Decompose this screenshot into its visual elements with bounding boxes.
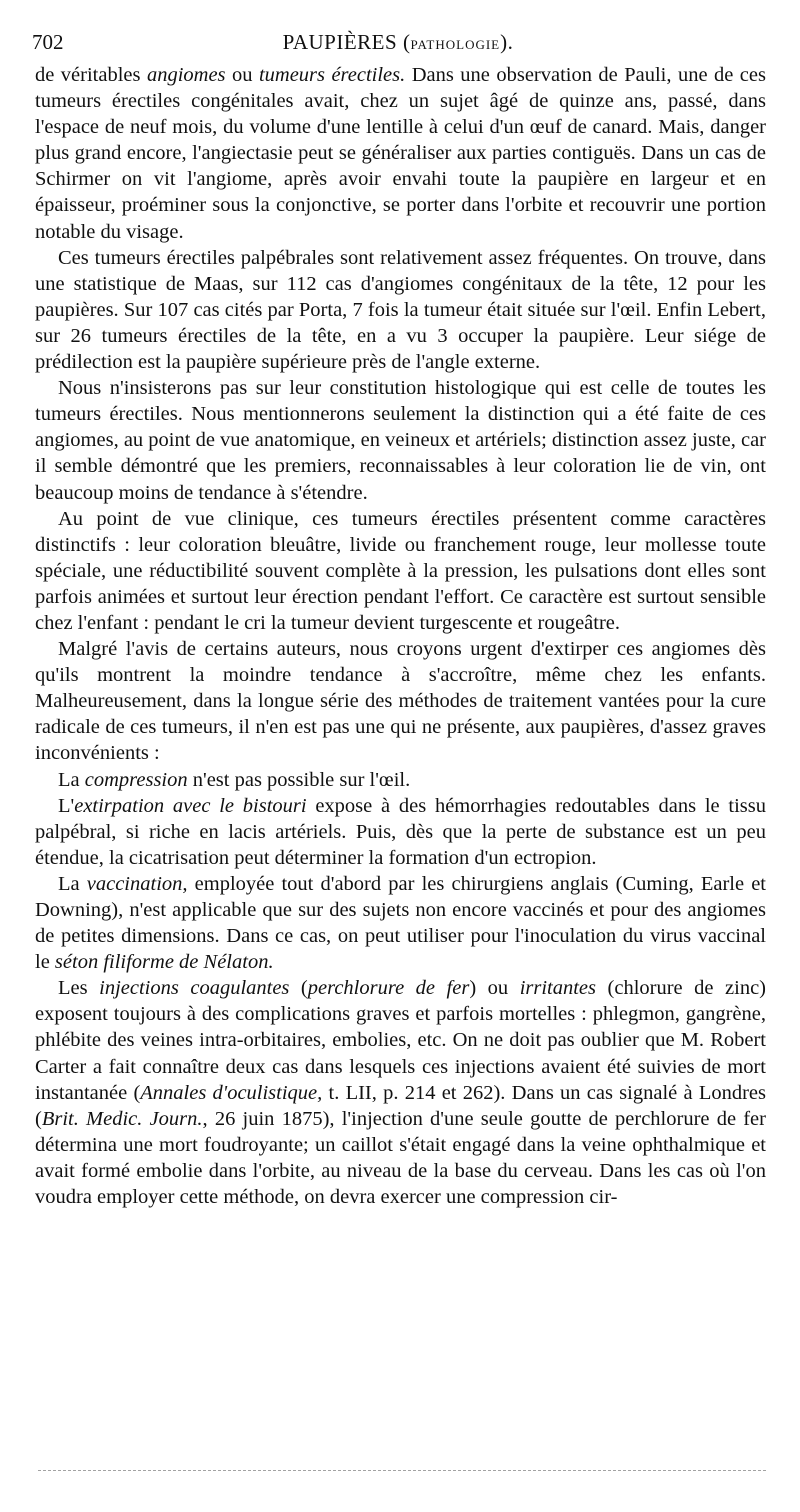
paragraph	[35, 636, 766, 766]
italic-text: extirpation avec le bistouri	[74, 794, 307, 817]
running-head-subtitle: PATHOLOGIE	[410, 37, 501, 52]
text-run: Malgré l'avis de certains auteurs, nous croyons urgent d'extirper ces angiomes dès qu'ils montrent la moindre tendance à s'accroître, même chez les enfants. Malheureusement, dans la longue série des méthodes de traitement vantées pour la cure radicale de ces tumeurs, il n'en est pas une qui ne présente, aux paupières, d'assez graves inconvénients :	[35, 638, 766, 765]
body-text	[35, 62, 766, 1210]
text-run: (chlorure de zinc) exposent toujours à des complications graves et parfois mortelles : phlegmon, gangrène, phlébite des veines intra-orbitaires, embolies, etc. On ne doit pas oublier que M. Robert Carter a fait connaître deux cas dans lesquels ces injections avaient été suivies de mort instantanée (	[35, 977, 767, 1104]
italic-text: angiomes	[146, 64, 226, 86]
paragraph	[35, 767, 766, 793]
italic-text: perchlorure de fer	[307, 977, 470, 1000]
text-run: Ces tumeurs érectiles palpébrales sont relativement assez fréquentes. On trouve, dans une statistique de Maas, sur 112 cas d'angiomes congénitaux de la tête, 12 pour les paupières. Sur 107 cas cités par Porta, 7 fois la tumeur était située sur l'œil. Enfin Lebert, sur 26 tumeurs érectiles de la tête, en a vu 3 occuper la paupière. Leur siége de prédilection est la paupière supérieure près de l'angle externe.	[35, 246, 766, 374]
text-run: La	[58, 872, 87, 895]
paragraph	[35, 871, 766, 975]
italic-text: compression	[84, 768, 188, 791]
page-number: 702	[32, 30, 64, 54]
paragraph	[35, 793, 766, 871]
italic-text: Annales d'oculistique,	[140, 1081, 323, 1104]
footer-rule	[38, 1470, 766, 1471]
text-run: expose à des hémorrhagies redoutables dans le tissu palpébral, si riche en lacis artériels. Puis, dès que la perte de substance est un peu étendue, la cicatrisation peut déterminer la formation d'un ectropion.	[35, 794, 766, 869]
running-head	[32, 26, 764, 61]
paragraph	[35, 375, 766, 505]
paragraph	[35, 506, 766, 636]
text-run: Nous n'insisterons pas sur leur constitution histologique qui est celle de toutes les tumeurs érectiles. Nous mentionnerons seulement la distinction qui a été faite de ces angiomes, au point de vue anatomique, en veineux et artériels; distinction assez juste, car il semble démontré que les premiers, reconnaissables à leur coloration lie de vin, ont beaucoup moins de tendance à s'étendre.	[35, 377, 766, 504]
page-header	[32, 26, 764, 58]
text-run: Les	[58, 977, 100, 1000]
text-run: de véritables	[35, 64, 147, 86]
text-run: (	[289, 977, 308, 1000]
text-run: L'	[58, 794, 75, 817]
text-run: n'est pas possible sur l'œil.	[187, 768, 411, 791]
italic-text: injections coagulantes	[99, 977, 290, 1000]
text-run: , 26 juin 1875), l'injection d'une seule goutte de perchlorure de fer détermina une mort foudroyante; un caillot s'était engagé dans la veine ophthalmique et avait formé embolie dans l'orbite, au niveau de la base du cerveau. Dans les cas où l'on voudra employer cette méthode, on devra exercer une compression cir-	[35, 1107, 766, 1209]
running-head-main: PAUPIÈRES (	[282, 30, 411, 54]
text-run: t. LII, p. 214 et 262). Dans un cas signalé à Londres (	[35, 1081, 766, 1130]
text-run: employée tout d'abord par les chirurgiens anglais (Cuming, Earle et Downing), n'est applicable que sur des sujets non encore vaccinés et pour des angiomes de petites dimensions. Dans ce cas, on peut utiliser pour l'inoculation du virus vaccinal le	[35, 872, 766, 974]
italic-text: Brit. Medic. Journ.	[41, 1107, 203, 1130]
paragraph	[35, 62, 766, 245]
text-run: La	[58, 768, 85, 791]
text-run: Dans une observation de Pauli, une de ces tumeurs érectiles congénitales avait, chez un sujet âgé de quinze ans, passé, dans l'espace de neuf mois, du volume d'une lentille à celui d'un œuf de canard. Mais, danger plus grand encore, l'angiectasie peut se généraliser aux parties contiguës. Dans un cas de Schirmer on vit l'angiome, après avoir envahi toute la paupière en largeur et en épaisseur, proéminer sous la conjonctive, se porter dans l'orbite et recouvrir une portion notable du visage.	[35, 64, 766, 243]
italic-text: séton filiforme de Nélaton.	[54, 951, 274, 974]
running-head-close: ).	[500, 30, 514, 54]
paragraph	[35, 975, 766, 1210]
text-run: ) ou	[469, 977, 520, 1000]
text-run: ou	[225, 64, 259, 86]
text-run: Au point de vue clinique, ces tumeurs érectiles présentent comme caractères distinctifs : leur coloration bleuâtre, livide ou franchement rouge, leur mollesse toute spéciale, une réductibilité souvent complète à la pression, les pulsations dont elles sont parfois animées et surtout leur érection pendant l'effort. Ce caractère est surtout sensible chez l'enfant : pendant le cri la tumeur devient turgescente et rougeâtre.	[35, 507, 766, 634]
italic-text: tumeurs érectiles.	[258, 64, 406, 86]
italic-text: irritantes	[519, 977, 597, 1000]
paragraph	[35, 245, 766, 375]
italic-text: vaccination,	[86, 872, 188, 895]
